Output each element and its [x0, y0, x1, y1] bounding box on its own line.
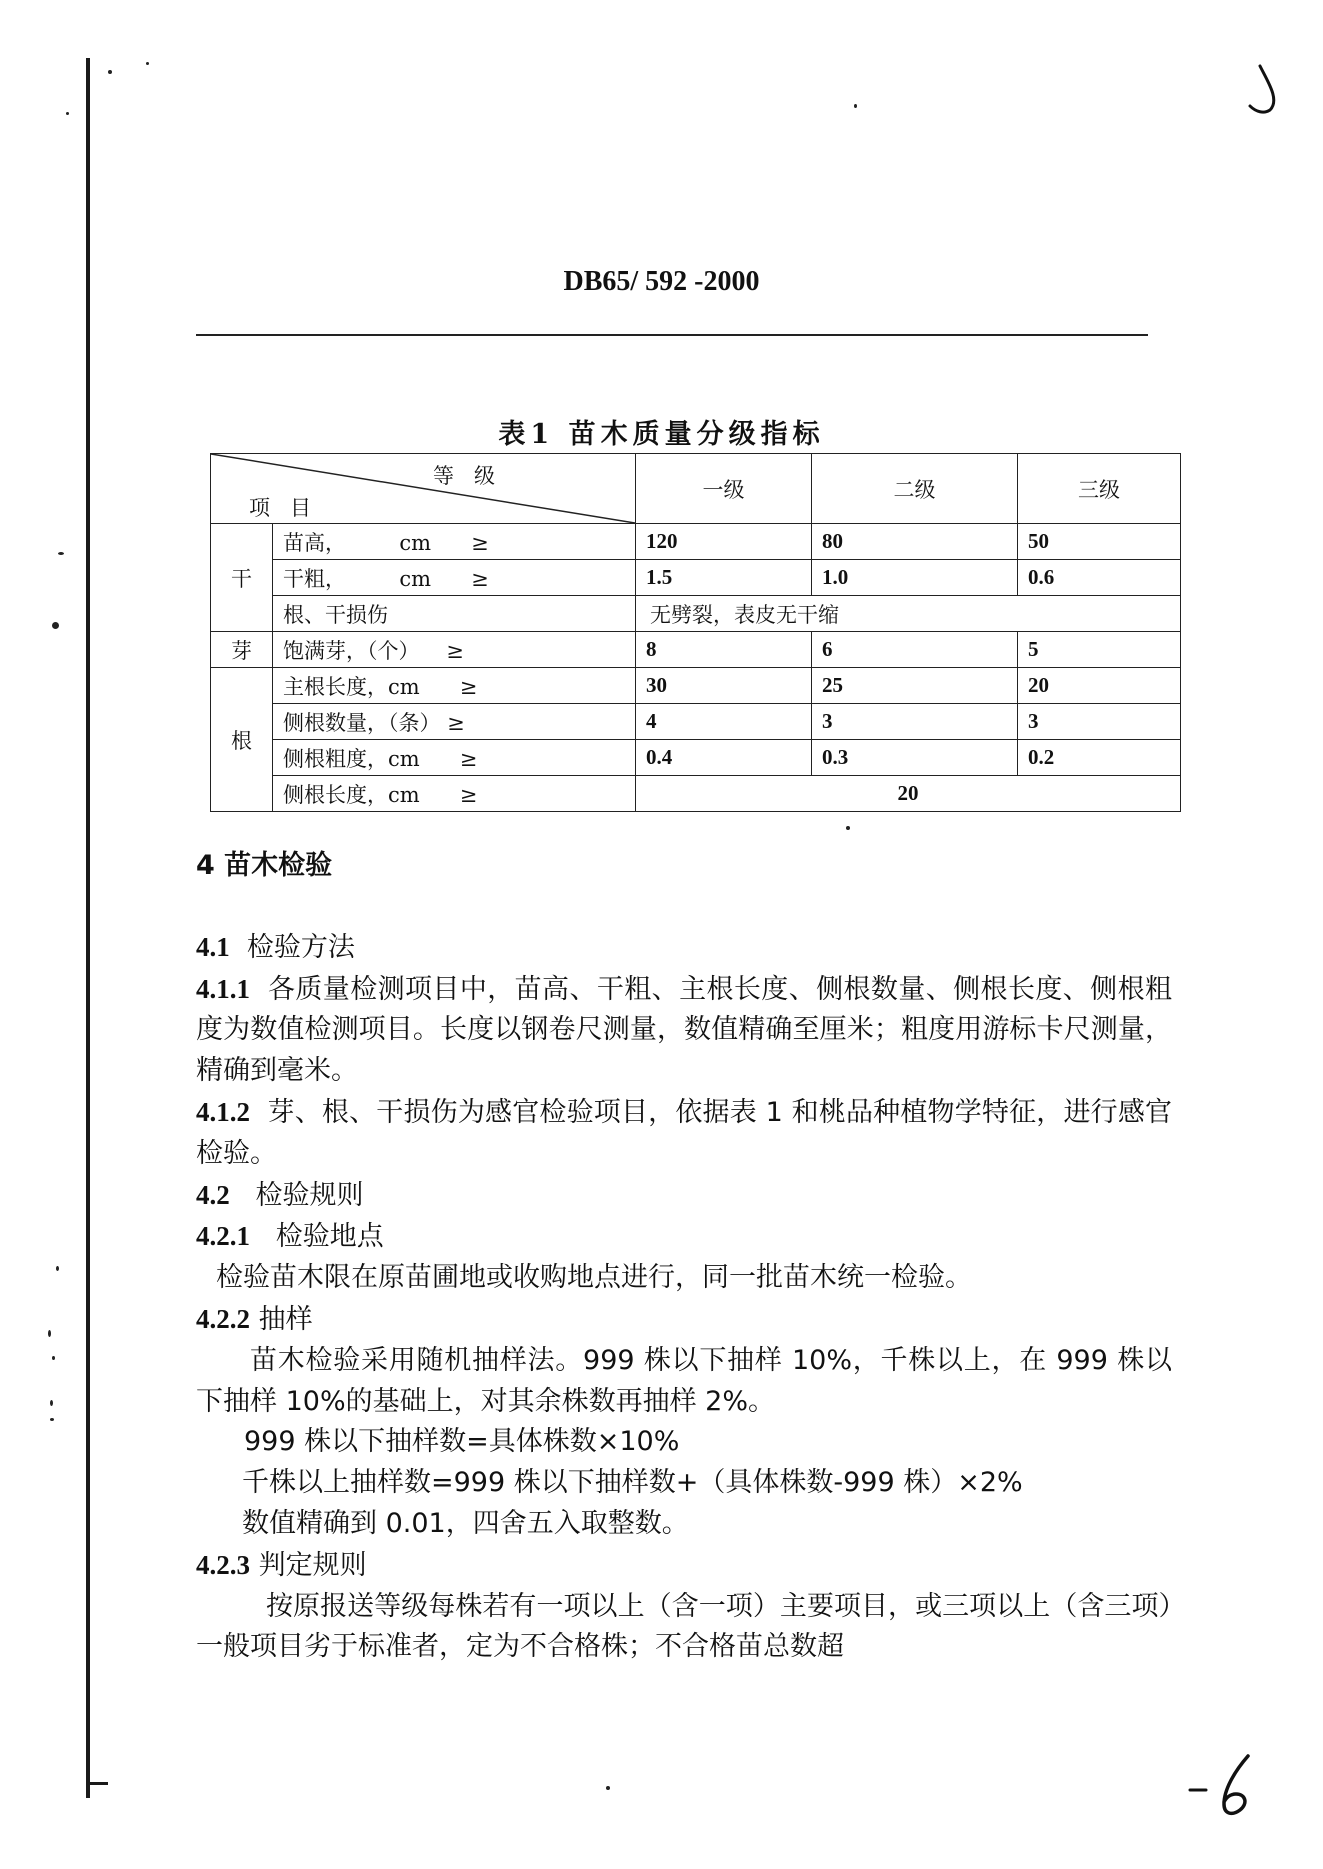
clause-4-1-2	[196, 1092, 1172, 1175]
grade-table	[210, 453, 1181, 812]
handwritten-corner-mark	[1240, 60, 1290, 118]
row-label: 侧根长度，cm ≥	[273, 776, 636, 812]
clause-title: 检验地点	[275, 1221, 384, 1253]
table-cell-merged: 20	[636, 776, 1181, 812]
table-cell: 1.5	[636, 560, 812, 596]
scan-speck	[50, 1400, 53, 1406]
table-cell: 3	[812, 704, 1018, 740]
table-cell: 0.2	[1018, 740, 1181, 776]
group-label: 干	[211, 524, 273, 632]
clause-number: 4.2.2	[196, 1303, 250, 1334]
clause-title: 抽样	[258, 1303, 313, 1335]
row-label: 主根长度，cm ≥	[273, 668, 636, 704]
table-row	[211, 668, 1181, 704]
scan-speck	[606, 1786, 610, 1790]
clause-4-2-2	[196, 1299, 1172, 1341]
section-heading: 4 苗木检验	[196, 850, 333, 881]
clause-4-2-1	[196, 1216, 1172, 1258]
table-cell-merged: 无劈裂，表皮无干缩	[636, 596, 1181, 632]
table-cell: 30	[636, 668, 812, 704]
scan-speck	[146, 62, 149, 65]
table-title: 表1 苗木质量分级指标	[498, 419, 825, 450]
table-row	[211, 776, 1181, 812]
document-code: DB65/ 592 -2000	[563, 266, 760, 297]
scan-speck	[846, 826, 850, 830]
table-cell: 4	[636, 704, 812, 740]
binding-line	[86, 58, 90, 1798]
clause-4-1-1	[196, 969, 1172, 1092]
scan-speck	[108, 70, 112, 74]
clause-title: 检验规则	[255, 1179, 364, 1211]
clause-title: 判定规则	[258, 1549, 367, 1581]
binding-line-end	[86, 1782, 108, 1785]
scan-speck	[58, 552, 64, 555]
row-label: 根、干损伤	[273, 596, 636, 632]
body-text	[196, 846, 1172, 1668]
clause-number: 4.1.1	[196, 973, 250, 1004]
handwritten-page-number	[1186, 1750, 1276, 1822]
table-cell: 1.0	[812, 560, 1018, 596]
table-cell: 0.6	[1018, 560, 1181, 596]
table-row	[211, 632, 1181, 668]
clause-text: 芽、根、干损伤为感官检验项目，依据表 1 和桃品种植物学特征，进行感官检验。	[196, 1096, 1173, 1169]
clause-text: 苗木检验采用随机抽样法。999 株以下抽样 10%，千株以上，在 999 株以下抽样 10%的基础上，对其余株数再抽样 2%。	[196, 1344, 1172, 1417]
table-row	[211, 704, 1181, 740]
clause-number: 4.2	[196, 1179, 230, 1210]
table-cell: 80	[812, 524, 1018, 560]
clause-number: 4.2.3	[196, 1549, 250, 1580]
scan-speck	[52, 1356, 55, 1360]
table-cell: 50	[1018, 524, 1181, 560]
clause-number: 4.1.2	[196, 1096, 250, 1127]
clause-number: 4.1	[196, 931, 230, 962]
table-header-row	[211, 454, 1181, 524]
clause-4-2	[196, 1175, 1172, 1217]
group-label: 芽	[211, 632, 273, 668]
precision-note: 数值精确到 0.01，四舍五入取整数。	[242, 1507, 689, 1539]
header-rule	[196, 334, 1148, 336]
scan-speck	[66, 112, 69, 115]
table-cell: 20	[1018, 668, 1181, 704]
table-row	[211, 740, 1181, 776]
table-row	[211, 596, 1181, 632]
clause-text: 各质量检测项目中，苗高、干粗、主根长度、侧根数量、侧根长度、侧根粗度为数值检测项目。长度以钢卷尺测量，数值精确至厘米；粗度用游标卡尺测量，精确到毫米。	[196, 973, 1172, 1087]
clause-text: 按原报送等级每株若有一项以上（含一项）主要项目，或三项以上（含三项）一般项目劣于标准者，定为不合格株；不合格苗总数超	[196, 1590, 1172, 1663]
grade-header: 二级	[812, 454, 1018, 524]
row-label: 侧根粗度，cm ≥	[273, 740, 636, 776]
row-label: 侧根数量，（条） ≥	[273, 704, 636, 740]
group-label: 根	[211, 668, 273, 812]
clause-text: 检验苗木限在原苗圃地或收购地点进行，同一批苗木统一检验。	[216, 1262, 972, 1294]
table-cell: 25	[812, 668, 1018, 704]
clause-4-1	[196, 927, 1172, 969]
table-cell: 8	[636, 632, 812, 668]
scan-speck	[50, 1418, 54, 1421]
scan-speck	[52, 622, 59, 629]
corner-label-grade: 等级	[433, 464, 515, 488]
table-cell: 0.4	[636, 740, 812, 776]
scan-speck	[56, 1266, 59, 1271]
clause-number: 4.2.1	[196, 1221, 250, 1252]
table-row	[211, 524, 1181, 560]
row-label: 饱满芽，（个） ≥	[273, 632, 636, 668]
clause-4-2-3	[196, 1545, 1172, 1587]
table-cell: 3	[1018, 704, 1181, 740]
grade-header: 三级	[1018, 454, 1181, 524]
table-cell: 120	[636, 524, 812, 560]
table-cell: 5	[1018, 632, 1181, 668]
formula-line: 999 株以下抽样数=具体株数×10%	[244, 1426, 680, 1458]
scan-speck	[854, 104, 857, 108]
table-cell: 6	[812, 632, 1018, 668]
table-cell: 0.3	[812, 740, 1018, 776]
grade-header: 一级	[636, 454, 812, 524]
corner-label-item: 项目	[249, 496, 331, 520]
row-label: 苗高， cm ≥	[273, 524, 636, 560]
clause-title: 检验方法	[246, 931, 355, 963]
formula-line: 千株以上抽样数=999 株以下抽样数+（具体株数-999 株）×2%	[242, 1467, 1023, 1499]
table-corner-cell	[211, 454, 636, 524]
table-row	[211, 560, 1181, 596]
row-label: 干粗， cm ≥	[273, 560, 636, 596]
scan-speck	[48, 1330, 51, 1337]
